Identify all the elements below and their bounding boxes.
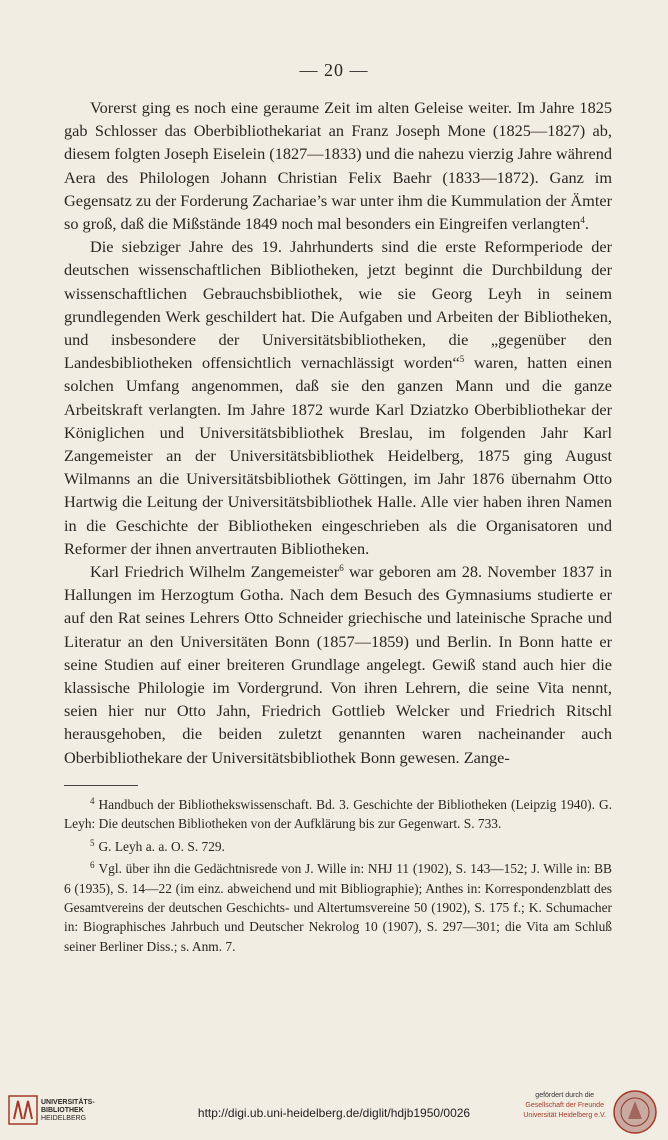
footnote-ref[interactable]: 4 (580, 215, 585, 226)
footnote: $^4$ Handbuch der Bibliothekswissenschaft. Bd. 3. Geschichte der Bibliotheken (Leipzig 1940). G. Leyh: Die deutschen Bibliotheken von der Aufklärung bis zur Gegenwart. S. 733. (64, 796, 612, 832)
footnote-divider (64, 785, 138, 786)
footnote: $^6$ Vgl. über ihn die Gedächtnisrede von J. Wille in: NHJ 11 (1902), S. 143—152; J. Wille in: BB 6 (1935), S. 14—22 (im einz. abweichend und mit Bibliographie); Anthes in: Korrespondenzblatt des Gesamtvereins der deutschen Geschichts- und Altertumsvereine 50 (1902), S. 175 f.; K. Schumacher in: Biographisches Jahrbuch und Deutscher Nekrolog 10 (1907), S. 297—301; die Vita am Schluß seiner Berliner Diss.; s. Anm. 7. (64, 860, 612, 954)
paragraph: Vorerst ging es noch eine geraume Zeit im alten Geleise weiter. Im Jahre 1825 gab Schlosser das Oberbibliothekariat an Franz Joseph Mone (1825—1827) ab, diesem folgten Joseph Eiselein (1827—1833) und die nahezu vierzig Jahre während Aera des Philologen Johann Christian Felix Baehr (1833—1872). Ganz im Gegensatz zu der Forderung Zachariae’s war unter ihm die Kummulation der Ämter so groß, daß die Mißstände 1849 noch mal besonders ein Eingreifen verlangten$^4$. (64, 98, 612, 234)
footnote: $^5$ G. Leyh a. a. O. S. 729. (90, 837, 225, 854)
source-url-link[interactable]: http://digi.ub.uni-heidelberg.de/diglit/hdjb1950/0026 (197, 1106, 471, 1120)
footnote-ref[interactable]: 5 (459, 354, 465, 365)
footnotes (64, 792, 612, 956)
paragraph: Die siebziger Jahre des 19. Jahrhunderts sind die erste Reformperiode der deutschen wissenschaftlichen Bibliotheken, jetzt beginnt die Durchbildung der wissenschaftlichen Gebrauchsbibliothek, wie sie Georg Leyh in seinem grundlegenden Werk geschildert hat. Die Aufgaben und Arbeiten der Bibliotheken, und insbesondere der Universitätsbibliotheken, die „gegenüber den Landesbibliotheken offensichtlich vernachlässigt worden“$^5$ waren, hatten einen solchen Umfang angenommen, daß sie den ganzen Mann und die ganze Arbeitskraft verlangten. Im Jahre 1872 wurde Karl Dziatzko Oberbibliothekar der Königlichen und Universitätsbibliothek Breslau, im folgenden Jahr Karl Zangemeister an der Universitätsbibliothek Heidelberg, 1875 ging August Wilmanns an die Universitätsbibliothek Göttingen, im Jahr 1876 übernahm Otto Hartwig die Leitung der Universitätsbibliothek Halle. Alle vier haben ihren Namen in die Geschichte der Bibliotheken eingeschrieben als die Organisatoren und Reformer der ihnen anvertrauten Bibliotheken. (64, 237, 612, 558)
paragraph: Karl Friedrich Wilhelm Zangemeister$^6$ war geboren am 28. November 1837 in Hallungen im Herzogtum Gotha. Nach dem Besuch des Gymnasiums studierte er auf den Rat seines Lehrers Otto Schneider griechische und lateinische Sprache und Literatur an den Universitäten Bonn (1857—1859) und Berlin. In Bonn hatte er seine Studien auf einer breiteren Grundlage angelegt. Gewiß stand auch hier die klassische Philologie im Vordergrund. Von ihren Lehrern, die seine Vita nennt, seien hier nur Otto Jahn, Friedrich Gottlieb Welcker und Friedrich Ritschl herausgehoben, die beiden zuletzt genannten waren nacheinander auch Oberbibliothekare der Universitätsbibliothek Bonn gewesen. Zange- (64, 562, 612, 767)
page-number: — 20 — (299, 60, 369, 80)
society-seal-icon (610, 1089, 660, 1135)
university-library-name: UNIVERSITÄTS- BIBLIOTHEK HEIDELBERG (41, 1099, 95, 1122)
body-text (64, 96, 612, 769)
sponsor-credit: gefördert durch die Gesellschaft der Freunde Universität Heidelberg e.V. (523, 1092, 606, 1119)
footnote-ref[interactable]: 6 (339, 563, 344, 574)
